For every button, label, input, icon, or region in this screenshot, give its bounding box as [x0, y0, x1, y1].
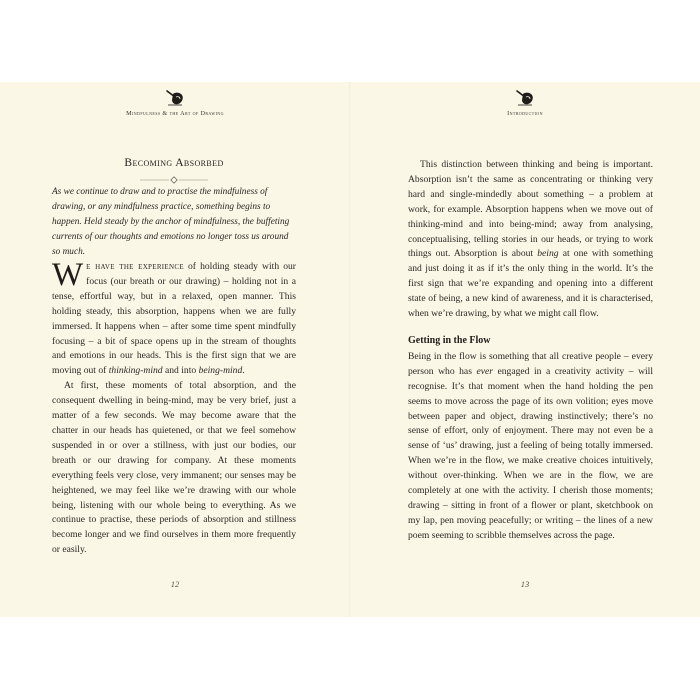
left-page — [0, 82, 350, 617]
emphasis-text: being-mind — [198, 365, 243, 377]
paragraph-text: Being in the flow is something that all creative people – every person who has — [408, 350, 653, 377]
emphasis-text: ever — [476, 365, 493, 377]
chapter-intro: As we continue to draw and to practise the mindfulness of drawing, or any mindfulness practice, something begins to happen. Held steady by the anchor of mindfulness, the buffeting currents of our thoughts and emotions no longer toss us around so much. — [52, 187, 290, 257]
paragraph-text: This distinction between thinking and being is important. Absorption isn’t the same as concentrating or thinking very hard and single-mindedly about something – a problem at work, for example. Absorption happens when we move out of thinking-mind and into being-mind; away from analysing, conceptualising, telling stories in our heads, or trying to work things out. Absorption is about — [408, 159, 653, 260]
paragraph-text: . — [242, 365, 245, 377]
book-spread — [0, 82, 700, 617]
paragraph-text: at one with something and just doing it as if it’s the only thing in the world. It’s the first sign that we’re expanding and opening into a different state of being, a new kind of awareness, and it is characterised, when we’re drawing, by what we might call flow. — [408, 248, 653, 320]
running-head-right: Introduction — [507, 110, 543, 117]
emphasis-text: thinking-mind — [108, 365, 163, 377]
page-number-left: 12 — [170, 579, 180, 589]
diamond-ornament-icon — [52, 176, 296, 184]
right-body — [408, 158, 653, 544]
hand-holding-pen-icon — [164, 88, 186, 108]
left-header — [0, 88, 350, 117]
emphasis-text: being — [537, 248, 559, 260]
section-heading: Getting in the Flow — [408, 334, 491, 346]
paragraph-text: of holding steady with our focus (our breath or our drawing) – holding not in a tense, effortful way, but in a relaxed, open manner. This holding steady, this absorption, happens when we are fully immersed. It happens when – after some time spent mindfully focusing – a bit of space opens up in the stream of thoughts and emotions in our heads. This is the first sign that we are moving out of — [52, 261, 296, 377]
left-body — [52, 257, 296, 558]
drop-cap: W — [52, 257, 84, 293]
page-number-right: 13 — [520, 579, 530, 589]
paragraph-text: and into — [162, 365, 199, 377]
hand-holding-pen-icon — [514, 88, 536, 108]
running-head-left: Mindfulness & the Art of Drawing — [126, 110, 224, 117]
chapter-title: Becoming Absorbed — [124, 157, 224, 169]
right-page — [350, 82, 700, 617]
right-paragraph-1 — [408, 158, 653, 322]
left-paragraph-2: At first, these moments of total absorption, and the consequent dwelling in being-mind, may be very brief, just a matter of a few seconds. We may become aware that the chatter in our heads has quietened, or that we feel somehow suspended in or over a stillness, with just our bodies, our breath or our drawing for company. At these moments everything feels very close, very immanent; our senses may be heightened, we may feel like we’re drawing with our whole being, listening with our whole being to everything. As we continue to practise, these periods of absorption and stillness become longer and we find ourselves in them more frequently or easily. — [52, 380, 296, 556]
right-header — [350, 88, 700, 117]
right-paragraph-2 — [408, 350, 653, 544]
lead-in: e have the experience — [86, 261, 184, 272]
left-paragraph-1 — [52, 257, 296, 379]
paragraph-text: engaged in a creativity activity – will recognise. It’s that moment when the hand holding the pen seems to move across the page of its own volition; eyes move between paper and object, drawing instinctively; there’s no sense of effort, only of enjoyment. There may not even be a sense of ‘us’ drawing, just a feeling of being totally immersed. When we’re in the flow, we make creative choices intuitively, without over-thinking. When we are in the flow, we are completely at one with the activity. I cherish those moments; drawing – sitting in front of a flower or plant, sketchbook on my lap, pen moving peacefully; or writing – the lines of a new poem seeming to scribble themselves across the page. — [408, 365, 653, 541]
